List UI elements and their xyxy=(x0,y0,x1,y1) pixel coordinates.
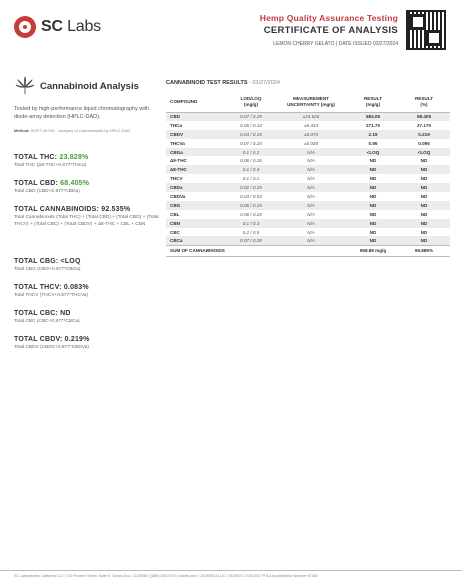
result-mg-cell: ND xyxy=(348,201,398,210)
lod-loq-cell: 0.06 / 0.26 xyxy=(228,156,274,165)
header-meta: LEMON CHERRY GELATO | DATE ISSUED 03/27/2024 xyxy=(273,41,398,47)
lod-loq-cell: 0.03 / 0.53 xyxy=(228,192,274,201)
analysis-description: Tested by high-performance liquid chromatography with diode-array detection (HPLC-DAD). xyxy=(14,106,150,120)
table-row xyxy=(166,228,450,237)
uncertainty-cell: N/A xyxy=(274,210,348,219)
result-pct-cell: ND xyxy=(398,201,450,210)
col-compound: COMPOUND xyxy=(166,92,228,112)
uncertainty-cell: N/A xyxy=(274,219,348,228)
lod-loq-cell: 0.07 / 0.28 xyxy=(228,236,274,245)
result-mg-cell: 0.95 xyxy=(348,139,398,148)
result-pct-cell: ND xyxy=(398,228,450,237)
cannabis-leaf-icon xyxy=(14,76,36,96)
result-mg-cell: ND xyxy=(348,183,398,192)
total-thcv: TOTAL THCV: 0.083% Total THCV (THCV+0.877*THCVa) xyxy=(14,284,89,298)
lod-loq-cell: 0.06 / 0.19 xyxy=(228,201,274,210)
lod-loq-cell: 0.05 / 0.14 xyxy=(228,121,274,130)
header-title-block xyxy=(260,13,398,47)
result-mg-cell: 271.70 xyxy=(348,121,398,130)
lod-loq-cell: 0.1 / 0.2 xyxy=(228,148,274,157)
result-pct-cell: 27.170 xyxy=(398,121,450,130)
analysis-method: Method: SOP.T.30.031 - Analysis of Cannabinoids by HPLC-DAD xyxy=(14,127,131,133)
result-pct-cell: 0.095 xyxy=(398,139,450,148)
uncertainty-cell: N/A xyxy=(274,183,348,192)
table-row xyxy=(166,174,450,183)
qr-code-icon[interactable] xyxy=(406,10,446,50)
result-pct-cell: ND xyxy=(398,156,450,165)
lod-loq-cell: 0.07 / 0.29 xyxy=(228,112,274,121)
lod-loq-cell: 0.06 / 0.24 xyxy=(228,210,274,219)
compound-cell: CBC xyxy=(166,228,228,237)
result-mg-cell: <LOQ xyxy=(348,148,398,157)
uncertainty-cell: N/A xyxy=(274,156,348,165)
table-row xyxy=(166,192,450,201)
uncertainty-cell: N/A xyxy=(274,201,348,210)
analysis-title: Cannabinoid Analysis xyxy=(14,76,164,96)
result-pct-cell: 68.405 xyxy=(398,112,450,121)
compound-cell: Δ8-THC xyxy=(166,165,228,174)
header-title-line2: CERTIFICATE OF ANALYSIS xyxy=(263,25,398,36)
compound-cell: CBDV xyxy=(166,130,228,139)
result-pct-cell: ND xyxy=(398,192,450,201)
sc-labs-logo-icon xyxy=(14,16,36,38)
total-cbc: TOTAL CBC: ND Total CBC (CBC+0.877*CBCa) xyxy=(14,310,80,324)
lod-loq-cell: 0.07 / 0.20 xyxy=(228,139,274,148)
compound-cell: CBN xyxy=(166,219,228,228)
uncertainty-cell: ±24.626 xyxy=(274,112,348,121)
brand-name: SC Labs xyxy=(41,18,101,35)
compound-cell: CBL xyxy=(166,210,228,219)
total-cannabinoids: TOTAL CANNABINOIDS: 92.535% Total Cannabinoids (Total THC) + (Total CBD) + (Total CBG) + (Total THCV) + (Total CBC) + (Total CBDV) + Δ8-THC + CBL + CBN xyxy=(14,206,159,227)
lod-loq-cell: 0.1 / 0.2 xyxy=(228,174,274,183)
results-title: CANNABINOID TEST RESULTS - 03/27/2024 xyxy=(166,80,280,86)
result-pct-cell: ND xyxy=(398,236,450,245)
table-row xyxy=(166,219,450,228)
table-row xyxy=(166,156,450,165)
result-pct-cell: <LOQ xyxy=(398,148,450,157)
result-pct-cell: ND xyxy=(398,165,450,174)
result-mg-cell: ND xyxy=(348,192,398,201)
uncertainty-cell: ±0.074 xyxy=(274,130,348,139)
result-mg-cell: ND xyxy=(348,219,398,228)
uncertainty-cell: N/A xyxy=(274,174,348,183)
col-uncertainty: MEASUREMENT UNCERTAINTY (mg/g) xyxy=(274,92,348,112)
result-pct-cell: ND xyxy=(398,174,450,183)
lod-loq-cell: 0.2 / 0.5 xyxy=(228,228,274,237)
sum-pct: 95.889% xyxy=(398,245,450,256)
sum-label: SUM OF CANNABINOIDS xyxy=(166,245,348,256)
compound-cell: CBDa xyxy=(166,183,228,192)
table-row xyxy=(166,148,450,157)
lod-loq-cell: 0.1 / 0.4 xyxy=(228,165,274,174)
result-mg-cell: ND xyxy=(348,165,398,174)
uncertainty-cell: N/A xyxy=(274,236,348,245)
compound-cell: CBDVa xyxy=(166,192,228,201)
result-pct-cell: ND xyxy=(398,210,450,219)
compound-cell: CBGa xyxy=(166,148,228,157)
total-cbg: TOTAL CBG: <LOQ Total CBG (CBG+0.877*CBGa) xyxy=(14,258,81,272)
report-footer: SC Laboratories California LLC | 100 Pioneer Street, Suite E, Santa Cruz, CA 95060 | (866) 435-0709 | sclabs.com | C8-0000013-LIC | ISO/IES 17025:2017 PJLA Accreditation Number 87168 xyxy=(0,570,462,582)
uncertainty-cell: N/A xyxy=(274,165,348,174)
table-row xyxy=(166,183,450,192)
result-mg-cell: 2.19 xyxy=(348,130,398,139)
result-mg-cell: ND xyxy=(348,236,398,245)
results-header-row xyxy=(166,92,450,112)
uncertainty-cell: ±5.434 xyxy=(274,121,348,130)
col-lod-loq: LOD/LOQ (mg/g) xyxy=(228,92,274,112)
lod-loq-cell: 0.1 / 0.3 xyxy=(228,219,274,228)
sum-mg: 958.89 mg/g xyxy=(348,245,398,256)
total-cbd: TOTAL CBD: 68.405% Total CBD (CBD+0.877*CBDa) xyxy=(14,180,90,194)
cannabinoid-results-table xyxy=(166,92,450,257)
total-cbdv: TOTAL CBDV: 0.219% Total CBDV (CBDV+0.877*CBDVa) xyxy=(14,336,90,350)
uncertainty-cell: N/A xyxy=(274,192,348,201)
result-mg-cell: ND xyxy=(348,228,398,237)
sc-labs-logo xyxy=(14,16,101,38)
result-mg-cell: ND xyxy=(348,174,398,183)
result-mg-cell: ND xyxy=(348,156,398,165)
header-title-line1: Hemp Quality Assurance Testing xyxy=(259,13,398,23)
result-pct-cell: 0.219 xyxy=(398,130,450,139)
compound-cell: THCVa xyxy=(166,139,228,148)
table-row xyxy=(166,165,450,174)
compound-cell: THCV xyxy=(166,174,228,183)
result-mg-cell: 684.05 xyxy=(348,112,398,121)
table-row xyxy=(166,130,450,139)
table-row xyxy=(166,139,450,148)
uncertainty-cell: N/A xyxy=(274,228,348,237)
sum-row xyxy=(166,245,450,256)
uncertainty-cell: N/A xyxy=(274,148,348,157)
lod-loq-cell: 0.04 / 0.15 xyxy=(228,130,274,139)
compound-cell: Δ9-THC xyxy=(166,156,228,165)
result-mg-cell: ND xyxy=(348,210,398,219)
col-result-mg: RESULT (mg/g) xyxy=(348,92,398,112)
compound-cell: THCa xyxy=(166,121,228,130)
table-row xyxy=(166,121,450,130)
uncertainty-cell: ±0.035 xyxy=(274,139,348,148)
analysis-intro xyxy=(14,76,164,133)
lod-loq-cell: 0.02 / 0.19 xyxy=(228,183,274,192)
compound-cell: CBCa xyxy=(166,236,228,245)
table-row xyxy=(166,236,450,245)
table-row xyxy=(166,112,450,121)
result-pct-cell: ND xyxy=(398,183,450,192)
table-row xyxy=(166,201,450,210)
col-result-pct: RESULT (%) xyxy=(398,92,450,112)
table-row xyxy=(166,210,450,219)
result-pct-cell: ND xyxy=(398,219,450,228)
compound-cell: CBD xyxy=(166,112,228,121)
total-thc: TOTAL THC: 23.828% Total THC (Δ9-THC+0.877*THCa) xyxy=(14,154,89,168)
report-header xyxy=(0,0,462,62)
compound-cell: CBG xyxy=(166,201,228,210)
